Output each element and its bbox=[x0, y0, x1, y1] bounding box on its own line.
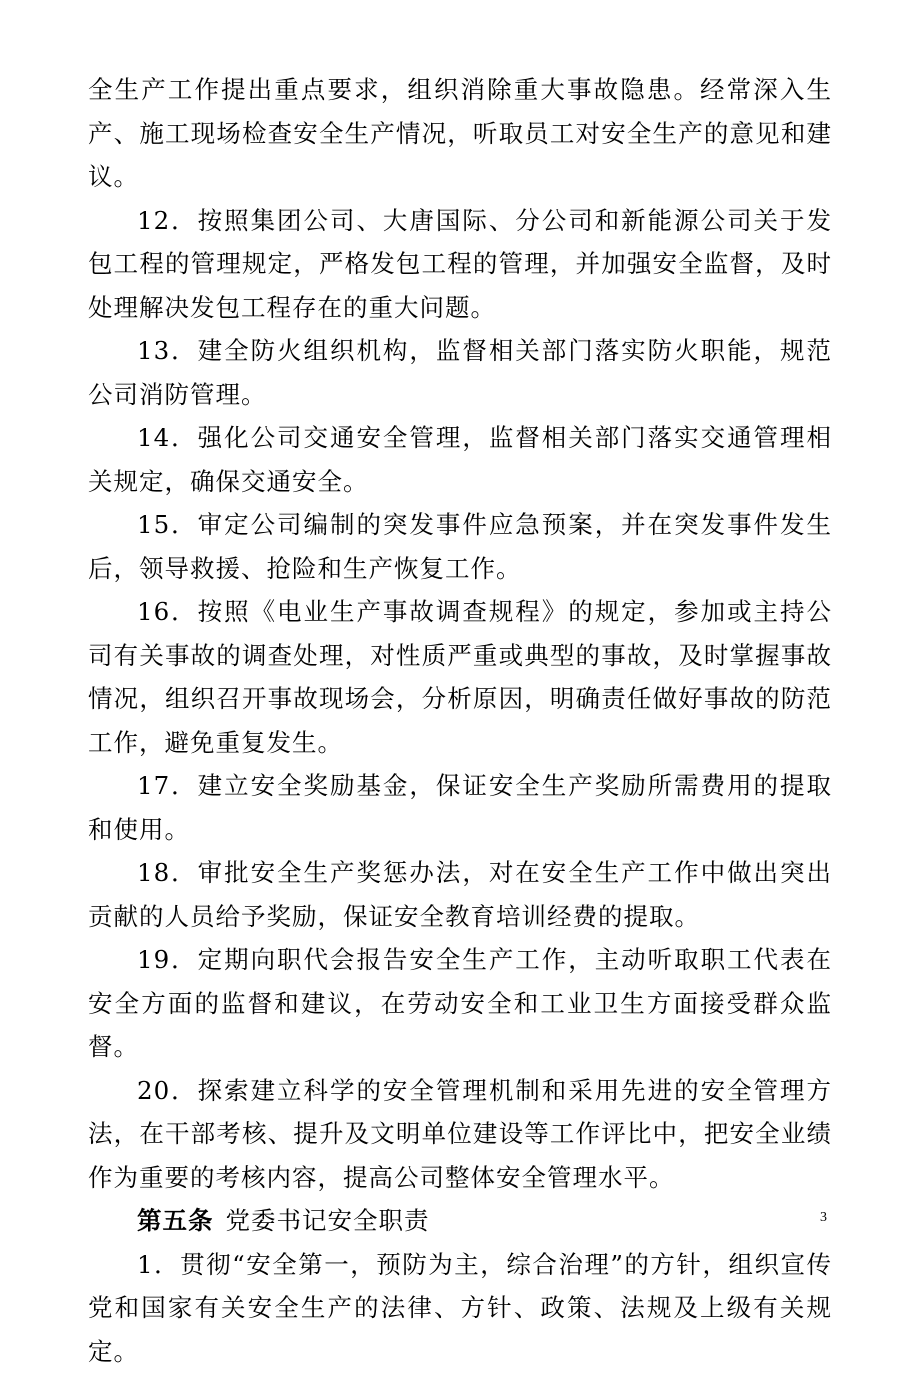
list-item-16 bbox=[88, 590, 832, 764]
item-text: 审批安全生产奖惩办法，对在安全生产工作中做出突出贡献的人员给予奖励，保证安全教育培训经费的提取。 bbox=[88, 858, 832, 931]
item-text: 审定公司编制的突发事件应急预案，并在突发事件发生后，领导救援、抢险和生产恢复工作。 bbox=[88, 510, 832, 583]
item-number: 12． bbox=[137, 206, 198, 235]
item-number: 17． bbox=[137, 771, 198, 800]
item-text: 建全防火组织机构，监督相关部门落实防火职能，规范公司消防管理。 bbox=[88, 336, 832, 409]
list-item-20 bbox=[88, 1069, 832, 1200]
item-text: 建立安全奖励基金，保证安全生产奖励所需费用的提取和使用。 bbox=[88, 771, 832, 844]
item-text: 贯彻“安全第一，预防为主，综合治理”的方针，组织宣传党和国家有关安全生产的法律、方针、政策、法规及上级有关规定。 bbox=[88, 1250, 832, 1366]
list-item-19 bbox=[88, 938, 832, 1069]
article-heading bbox=[88, 1199, 832, 1243]
item-text: 按照《电业生产事故调查规程》的规定，参加或主持公司有关事故的调查处理，对性质严重或典型的事故，及时掌握事故情况，组织召开事故现场会，分析原因，明确责任做好事故的防范工作，避免重复发生。 bbox=[88, 597, 832, 757]
article-item-1 bbox=[88, 1243, 832, 1373]
continuation-paragraph: 全生产工作提出重点要求，组织消除重大事故隐患。经常深入生产、施工现场检查安全生产情况，听取员工对安全生产的意见和建议。 bbox=[88, 68, 832, 199]
item-text: 探索建立科学的安全管理机制和采用先进的安全管理方法，在干部考核、提升及文明单位建设等工作评比中，把安全业绩作为重要的考核内容，提高公司整体安全管理水平。 bbox=[88, 1076, 832, 1192]
article-number: 第五条 bbox=[137, 1206, 214, 1235]
item-number: 19． bbox=[137, 945, 198, 974]
item-number: 13． bbox=[137, 336, 198, 365]
document-body bbox=[88, 68, 832, 1373]
list-item-12 bbox=[88, 199, 832, 330]
list-item-15 bbox=[88, 503, 832, 590]
list-item-13 bbox=[88, 329, 832, 416]
list-item-14 bbox=[88, 416, 832, 503]
item-number: 15． bbox=[137, 510, 198, 539]
item-number: 14． bbox=[137, 423, 198, 452]
list-item-18 bbox=[88, 851, 832, 938]
item-text: 按照集团公司、大唐国际、分公司和新能源公司关于发包工程的管理规定，严格发包工程的管理，并加强安全监督，及时处理解决发包工程存在的重大问题。 bbox=[88, 206, 832, 322]
page-number: 3 bbox=[820, 1210, 827, 1226]
item-number: 18． bbox=[137, 858, 198, 887]
article-title: 党委书记安全职责 bbox=[226, 1206, 430, 1235]
item-number: 16． bbox=[137, 597, 198, 626]
item-number: 1． bbox=[137, 1250, 180, 1279]
item-number: 20． bbox=[137, 1076, 198, 1105]
list-item-17 bbox=[88, 764, 832, 851]
item-text: 强化公司交通安全管理，监督相关部门落实交通管理相关规定，确保交通安全。 bbox=[88, 423, 832, 496]
item-text: 定期向职代会报告安全生产工作，主动听取职工代表在安全方面的监督和建议，在劳动安全和工业卫生方面接受群众监督。 bbox=[88, 945, 832, 1061]
